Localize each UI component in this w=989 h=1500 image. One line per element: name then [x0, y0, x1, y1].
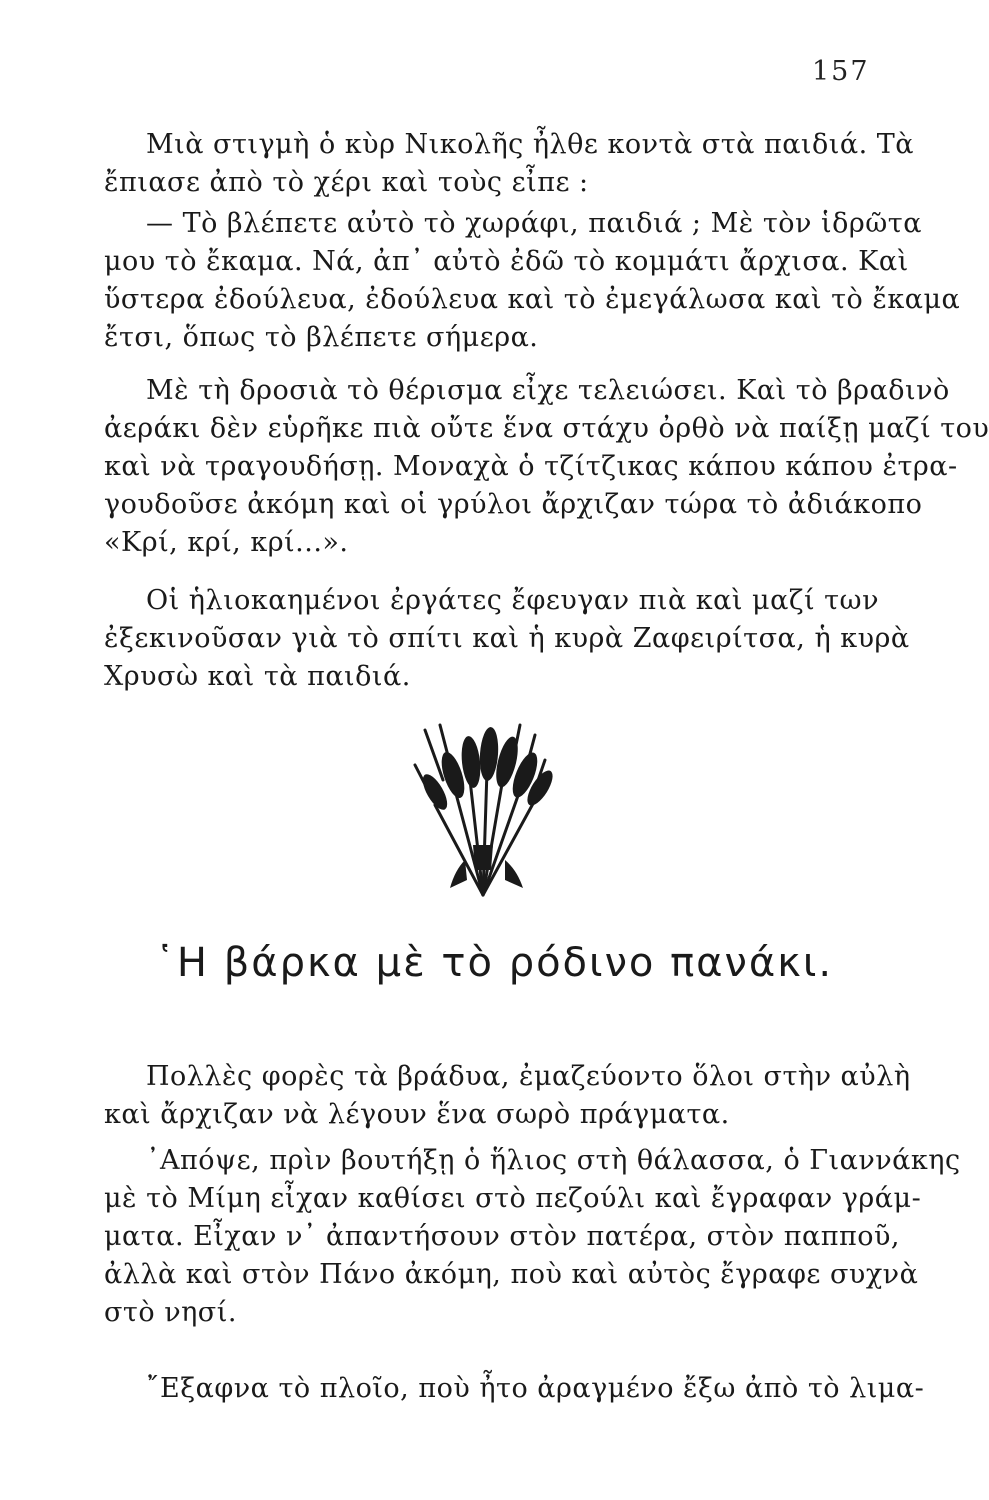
- text-line: ἐξεκινοῦσαν γιὰ τὸ σπίτι καὶ ἡ κυρὰ Ζαφειρίτσα, ἡ κυρὰ: [104, 623, 910, 654]
- text-line: «Κρί, κρί, κρί...».: [104, 527, 349, 558]
- text-line: καὶ ἄρχιζαν νὰ λέγουν ἕνα σωρὸ πράγματα.: [104, 1099, 730, 1130]
- text-line: μὲ τὸ Μίμη εἶχαν καθίσει στὸ πεζούλι καὶ ἔγραφαν γράμ-: [104, 1183, 922, 1214]
- text-line: μου τὸ ἔκαμα. Νά, ἀπ᾿ αὐτὸ ἐδῶ τὸ κομμάτι ἄρχισα. Καὶ: [104, 246, 909, 277]
- wheat-sheaf-icon: [395, 720, 570, 900]
- text-line: ματα. Εἶχαν ν᾿ ἀπαντήσουν στὸν πατέρα, στὸν παπποῦ,: [104, 1221, 900, 1252]
- text-line: ἀλλὰ καὶ στὸν Πάνο ἀκόμη, ποὺ καὶ αὐτὸς ἔγραφε συχνὰ: [104, 1259, 919, 1290]
- text-line: Μὲ τὴ δροσιὰ τὸ θέρισμα εἶχε τελειώσει. Καὶ τὸ βραδινὸ: [146, 375, 950, 406]
- text-line: στὸ νησί.: [104, 1297, 237, 1328]
- paragraph-4: [104, 582, 910, 696]
- text-line: ῎Εξαφνα τὸ πλοῖο, ποὺ ἦτο ἀραγμένο ἔξω ἀπὸ τὸ λιμα-: [146, 1373, 925, 1404]
- text-line: Πολλὲς φορὲς τὰ βράδυα, ἐμαζεύοντο ὅλοι στὴν αὐλὴ: [146, 1061, 911, 1092]
- text-line: ᾿Απόψε, πρὶν βουτήξῃ ὁ ἥλιος στὴ θάλασσα, ὁ Γιαννάκης: [146, 1145, 961, 1176]
- text-line: Οἱ ἡλιοκαημένοι ἐργάτες ἔφευγαν πιὰ καὶ μαζί των: [146, 585, 879, 616]
- text-line: — Τὸ βλέπετε αὐτὸ τὸ χωράφι, παιδιά ; Μὲ τὸν ἱδρῶτα: [146, 208, 922, 239]
- text-line: γουδοῦσε ἀκόμη καὶ οἱ γρύλοι ἄρχιζαν τώρα τὸ ἀδιάκοπο: [104, 489, 923, 520]
- section-heading: ῾Η βάρκα μὲ τὸ ρόδινο πανάκι.: [154, 940, 834, 986]
- paragraph-3: [104, 372, 989, 562]
- text-line: ἔπιασε ἀπὸ τὸ χέρι καὶ τοὺς εἶπε :: [104, 167, 589, 198]
- text-line: Μιὰ στιγμὴ ὁ κὺρ Νικολῆς ἦλθε κοντὰ στὰ παιδιά. Τὰ: [146, 129, 915, 160]
- text-line: ἀεράκι δὲν εὑρῆκε πιὰ οὔτε ἕνα στάχυ ὀρθὸ νὰ παίξῃ μαζί του: [104, 413, 989, 444]
- paragraph-2: [104, 205, 961, 357]
- text-line: Χρυσὼ καὶ τὰ παιδιά.: [104, 661, 411, 692]
- text-line: καὶ νὰ τραγουδήσῃ. Μοναχὰ ὁ τζίτζικας κάπου κάπου ἐτρα-: [104, 451, 958, 482]
- text-line: ὕστερα ἐδούλευα, ἐδούλευα καὶ τὸ ἐμεγάλωσα καὶ τὸ ἔκαμα: [104, 284, 961, 315]
- paragraph-5: [104, 1058, 911, 1134]
- text-line: ἔτσι, ὅπως τὸ βλέπετε σήμερα.: [104, 322, 539, 353]
- paragraph-1: [104, 126, 915, 202]
- paragraph-7: [104, 1370, 925, 1408]
- paragraph-6: [104, 1142, 961, 1332]
- page-number: 157: [812, 56, 870, 87]
